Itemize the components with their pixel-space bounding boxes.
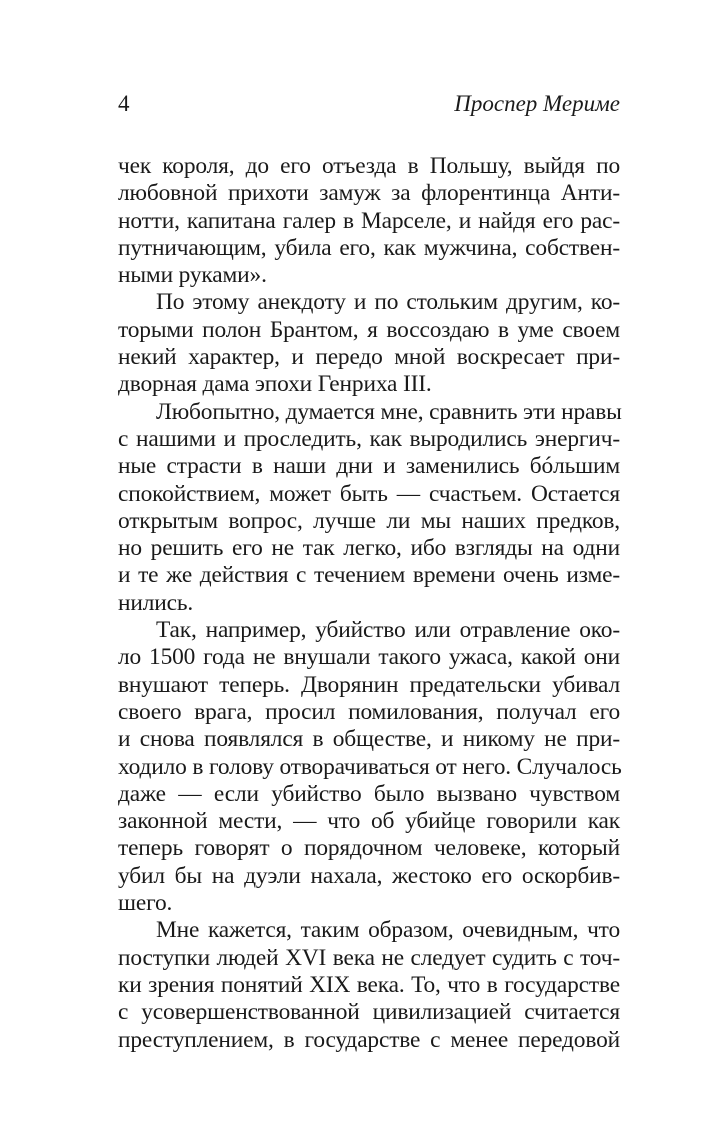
paragraph-first-line: По этому анекдоту и по стольким другим, ко-: [156, 289, 620, 316]
text-line: ходило в голову отворачиваться от него. Случалось: [118, 753, 622, 780]
text-line: с нашими и проследить, как выродились энергич-: [118, 425, 620, 452]
text-line: нотти, капитана галер в Марселе, и найдя его рас-: [118, 207, 620, 234]
text-line: ки зрения понятий XIX века. То, что в государстве: [118, 971, 620, 998]
text-line: но решить его не так легко, ибо взгляды на одни: [118, 535, 620, 562]
text-line: ло 1500 года не внушали такого ужаса, какой они: [118, 644, 620, 671]
paragraph-first-line: Мне кажется, таким образом, очевидным, что: [156, 917, 620, 944]
text-line: с усовершенствованной цивилизацией считается: [118, 999, 620, 1026]
text-line: спокойствием, может быть — счастьем. Остается: [118, 480, 620, 507]
text-line: поступки людей XVI века не следует судить с точ-: [118, 944, 620, 971]
text-line: даже — если убийство было вызвано чувством: [118, 780, 620, 807]
text-line: и снова появлялся в обществе, и никому не при-: [118, 726, 620, 753]
text-line: своего врага, просил помилования, получал его: [118, 698, 620, 725]
paragraph-first-line: Так, например, убийство или отравление око-: [156, 617, 620, 644]
text-line: любовной прихоти замуж за флорентинца Анти-: [118, 180, 620, 207]
text-line: дворная дама эпохи Генриха III.: [118, 371, 432, 398]
text-line: теперь говорят о порядочном человеке, который: [118, 835, 620, 862]
text-line: убил бы на дуэли нахала, жестоко его оскорбив-: [118, 862, 620, 889]
text-line: нились.: [118, 589, 194, 616]
text-line: внушают теперь. Дворянин предательски убивал: [118, 671, 620, 698]
text-line: открытым вопрос, лучше ли мы наших предков,: [118, 507, 620, 534]
running-title: Проспер Мериме: [454, 91, 620, 116]
text-line: торыми полон Брантом, я воссоздаю в уме своем: [118, 316, 620, 343]
body-text: [118, 153, 620, 1054]
text-line: преступлением, в государстве с менее передовой: [118, 1026, 620, 1053]
text-line: шего.: [118, 890, 173, 917]
paragraph-first-line: Любопытно, думается мне, сравнить эти нравы: [156, 398, 622, 425]
text-line: ные страсти в наши дни и заменились бóльшим: [118, 453, 620, 480]
running-head: [118, 86, 620, 122]
text-line: ными руками».: [118, 262, 267, 289]
text-line: законной мести, — что об убийце говорили как: [118, 808, 620, 835]
text-line: некий характер, и передо мной воскресает при-: [118, 344, 620, 371]
text-line: чек короля, до его отъезда в Польшу, выйдя по: [118, 153, 620, 179]
page-number: 4: [118, 91, 130, 116]
text-line: путничающим, убила его, как мужчина, собствен-: [118, 234, 620, 261]
text-line: и те же действия с течением времени очень изме-: [118, 562, 620, 589]
